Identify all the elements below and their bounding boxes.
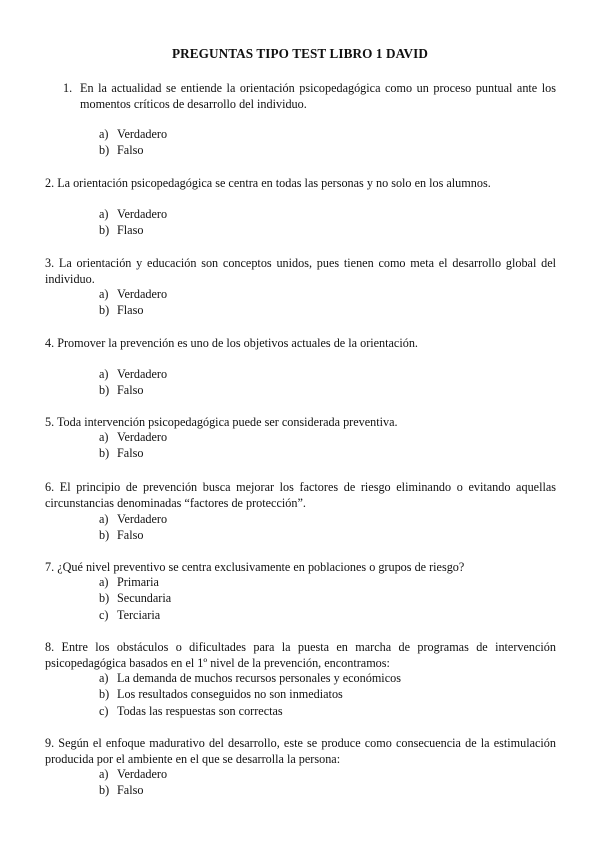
question-1-options <box>99 126 167 159</box>
question-9-options <box>99 766 167 799</box>
question-1 <box>63 80 556 112</box>
question-7-options <box>99 574 171 623</box>
option-b: b) Falso <box>99 446 144 461</box>
question-7: 7. ¿Qué nivel preventivo se centra exclusivamente en poblaciones o grupos de riesgo? <box>45 560 465 574</box>
option-a: a) Verdadero <box>99 767 168 781</box>
option-b: b) Los resultados conseguidos no son inmediatos <box>99 687 343 702</box>
question-6-options <box>99 511 167 544</box>
question-8-options <box>99 670 401 719</box>
option-a: a) Verdadero <box>99 287 168 301</box>
option-b: b) Falso <box>99 783 144 798</box>
question-5: 5. Toda intervención psicopedagógica puede ser considerada preventiva. <box>45 415 398 429</box>
question-2-options <box>99 206 167 239</box>
option-a: a) Primaria <box>99 575 159 589</box>
question-3-options <box>99 286 167 319</box>
option-a: a) Verdadero <box>99 512 168 526</box>
option-b: b) Secundaria <box>99 591 172 606</box>
option-c: c) Todas las respuestas son correctas <box>99 703 283 718</box>
option-c: c) Terciaria <box>99 607 161 622</box>
option-b: b) Falso <box>99 143 144 158</box>
question-5-options <box>99 429 167 462</box>
question-4: 4. Promover la prevención es uno de los objetivos actuales de la orientación. <box>45 336 418 350</box>
document-title: PREGUNTAS TIPO TEST LIBRO 1 DAVID <box>171 46 428 61</box>
option-a: a) Verdadero <box>99 127 168 141</box>
question-8: 8. Entre los obstáculos o dificultades para la puesta en marcha de programas de intervención psicopedagógica basados en el 1º nivel de la prevención, encontramos: <box>45 640 556 670</box>
option-a: a) Verdadero <box>99 367 168 381</box>
option-a: a) Verdadero <box>99 207 168 221</box>
question-4-options <box>99 366 167 399</box>
question-1-number: 1. <box>63 81 73 95</box>
option-a: a) Verdadero <box>99 430 168 444</box>
question-3: 3. La orientación y educación son conceptos unidos, pues tienen como meta el desarrollo global del individuo. <box>45 256 556 286</box>
question-1-text: En la actualidad se entiende la orientación psicopedagógica como un proceso puntual ante los momentos críticos de desarrollo del individuo. <box>80 81 556 111</box>
option-b: b) Flaso <box>99 223 144 238</box>
option-a: a) La demanda de muchos recursos personales y económicos <box>99 671 401 685</box>
option-b: b) Falso <box>99 383 144 398</box>
question-9: 9. Según el enfoque madurativo del desarrollo, este se produce como consecuencia de la estimulación producida por el ambiente en el que se desarrolla la persona: <box>45 736 556 766</box>
option-b: b) Falso <box>99 528 144 543</box>
question-6: 6. El principio de prevención busca mejorar los factores de riesgo eliminando o evitando aquellas circunstancias denominadas “factores de protección”. <box>45 480 556 510</box>
option-b: b) Flaso <box>99 303 144 318</box>
question-2: 2. La orientación psicopedagógica se centra en todas las personas y no solo en los alumnos. <box>45 176 491 190</box>
